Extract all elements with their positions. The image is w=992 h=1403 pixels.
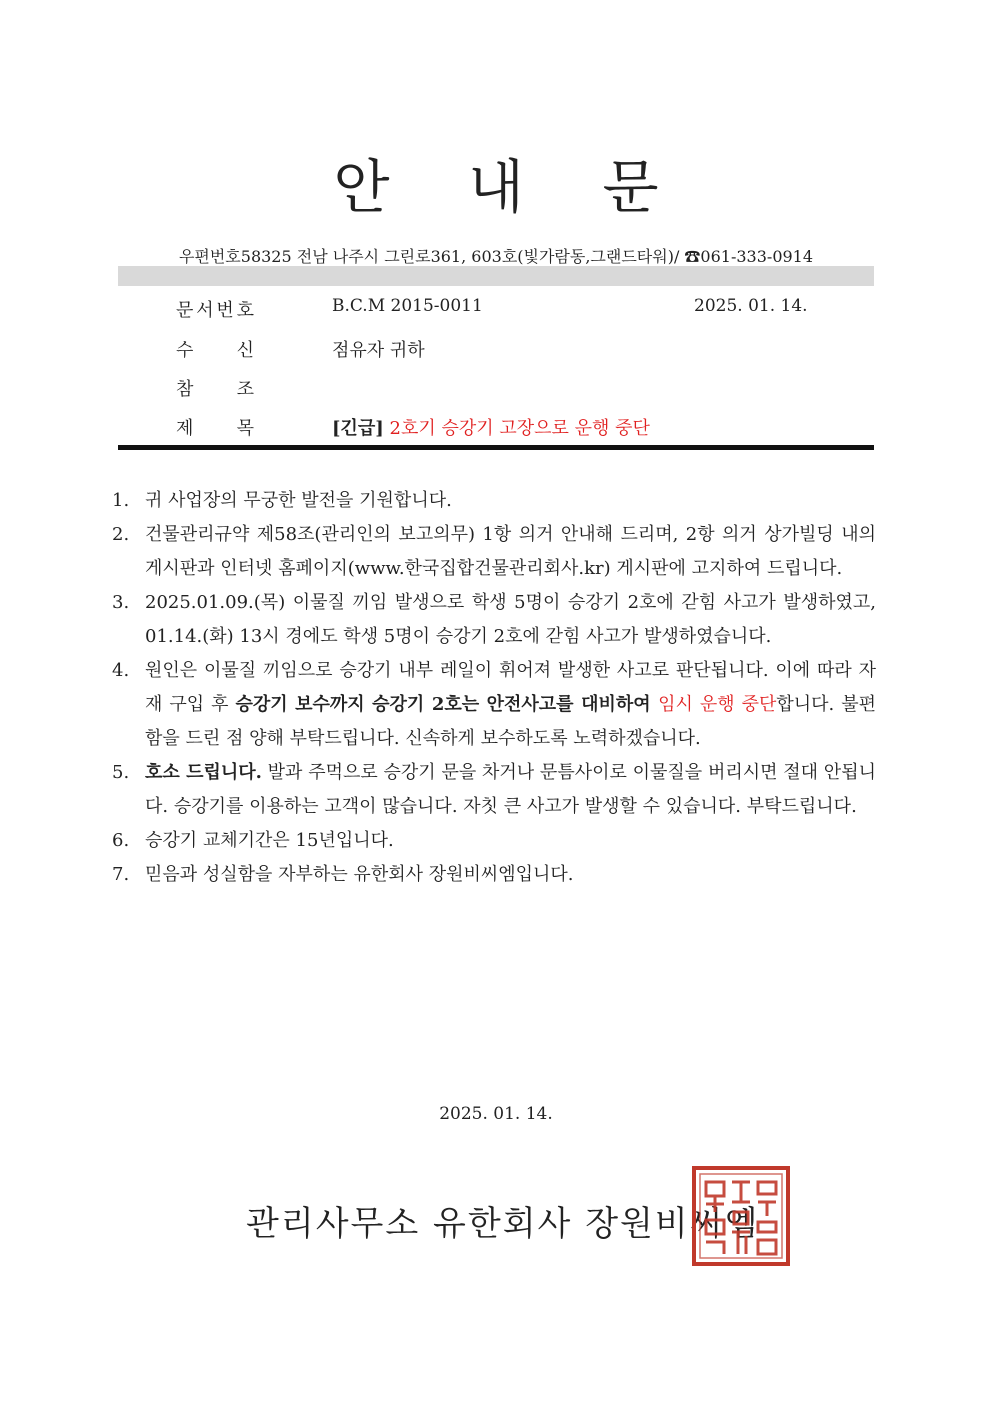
list-item: 2. 건물관리규약 제58조(관리인의 보고의무) 1항 의거 안내해 드리며, 2항 의거 상가빌딩 내의 게시판과 인터넷 홈페이지(www.한국집합건물관리회사.kr) 게시판에 고지하여 드립니다. — [112, 524, 876, 579]
list-item: 6. 승강기 교체기간은 15년입니다. — [112, 830, 394, 851]
doc-number: B.C.M 2015-0011 — [332, 296, 483, 316]
subject-label: 제 목 — [176, 418, 254, 439]
list-item: 1. 귀 사업장의 무궁한 발전을 기원합니다. — [112, 490, 452, 511]
recipient: 점유자 귀하 — [332, 340, 425, 361]
subject-tag: [긴급] — [332, 418, 384, 439]
header-band — [118, 266, 874, 286]
document-title: 안 내 문 — [333, 153, 689, 221]
emphasis-text: 승강기 보수까지 승강기 2호는 안전사고를 대비하여 — [235, 694, 659, 715]
appeal-heading: 호소 드립니다. — [145, 762, 262, 783]
recipient-label: 수 신 — [176, 340, 254, 361]
list-item: 4. 원인은 이물질 끼임으로 승강기 내부 레일이 휘어져 발생한 사고로 판단됩니다. 이에 따라 자재 구입 후 승강기 보수까지 승강기 2호는 안전사고를 대비하여 임시 운행 중단합니다. 불편함을 드린 점 양해 부탁드립니다. 신속하게 보수하도록 노력하겠습니다. — [112, 660, 876, 749]
address-line: 우편번호58325 전남 나주시 그린로361, 603호(빛가람동,그랜드타워)/ ☎061-333-0914 — [178, 247, 814, 266]
header-divider — [118, 445, 874, 450]
footer-date: 2025. 01. 14. — [439, 1104, 553, 1124]
notice-list — [112, 484, 876, 892]
reference-label: 참 조 — [176, 379, 254, 400]
subject — [332, 414, 650, 440]
subject-text: 2호기 승강기 고장으로 운행 중단 — [389, 418, 650, 439]
company-seal-icon — [692, 1166, 790, 1266]
list-item: 7. 믿음과 성실함을 자부하는 유한회사 장원비씨엠입니다. — [112, 864, 574, 885]
suspension-notice: 임시 운행 중단 — [658, 694, 777, 715]
list-item: 5. 호소 드립니다. 발과 주먹으로 승강기 문을 차거나 문틈사이로 이물질을 버리시면 절대 안됩니다. 승강기를 이용하는 고객이 많습니다. 자칫 큰 사고가 발생할 수 있습니다. 부탁드립니다. — [112, 762, 876, 817]
doc-number-label: 문 서 번 호 — [176, 300, 254, 321]
company-signature: 관리사무소 유한회사 장원비씨엠 — [246, 1204, 760, 1244]
list-item: 3. 2025.01.09.(목) 이물질 끼임 발생으로 학생 5명이 승강기 2호에 갇힘 사고가 발생하였고, 01.14.(화) 13시 경에도 학생 5명이 승강기 2호에 갇힘 사고가 발생하였습니다. — [112, 592, 876, 647]
doc-date: 2025. 01. 14. — [694, 296, 808, 316]
